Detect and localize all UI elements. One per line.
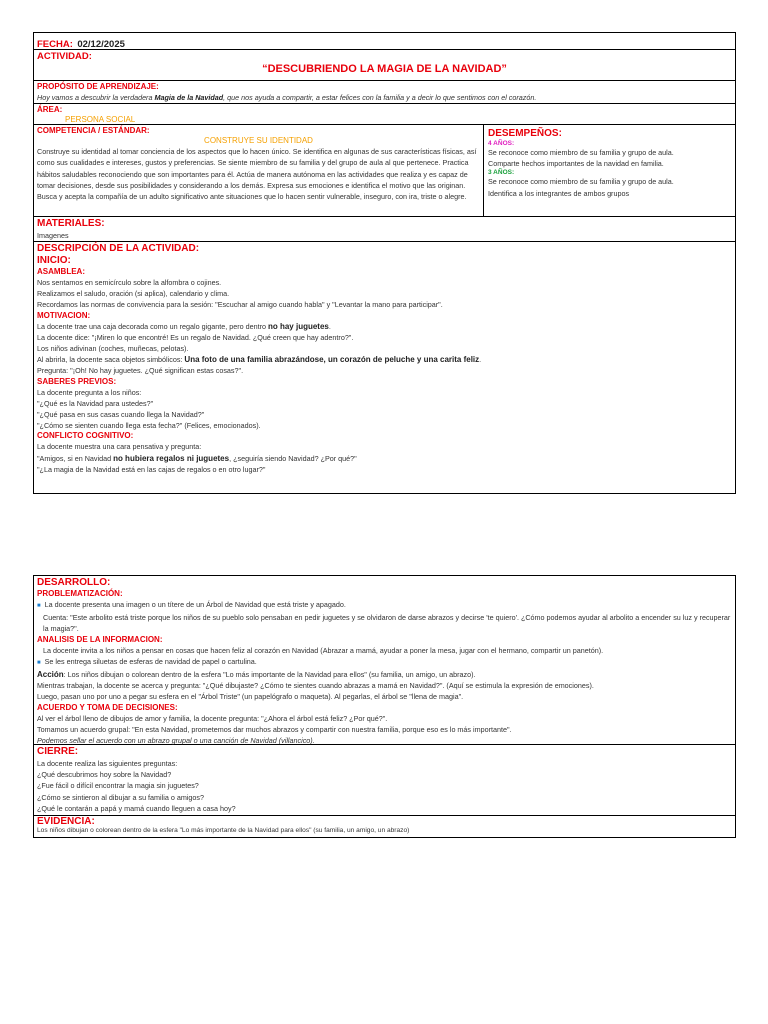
- asamblea-line: Realizamos el saludo, oración (si aplica), calendario y clima.: [37, 289, 230, 299]
- analisis-line: La docente invita a los niños a pensar en cosas que hacen feliz al corazón en Navidad (Abrazar a mamá, ayudar a poner la mesa, jugar con el hermano, compartir un panetón).: [43, 645, 604, 655]
- fecha-label: FECHA:: [37, 39, 73, 50]
- proposito-text: Hoy vamos a descubrir la verdadera Magia de la Navidad, que nos ayuda a compartir, a estar felices con la familia y a decir lo que sentimos con el corazón.: [37, 93, 537, 102]
- competencia-name: CONSTRUYE SU IDENTIDAD: [204, 136, 313, 145]
- asamblea-label: ASAMBLEA:: [37, 267, 85, 276]
- competencia-row: [34, 125, 735, 217]
- motivacion-line: Pregunta: "¡Oh! No hay juguetes. ¿Qué significan estas cosas?".: [37, 366, 244, 376]
- planning-table-bottom: [33, 575, 736, 838]
- analisis-line: Acción: Los niños dibujan o colorean dentro de la esfera "Lo más importante de la Navidad para ellos" (su familia, un amigo, un abrazo).: [37, 670, 476, 680]
- saberes-label: SABERES PREVIOS:: [37, 376, 117, 386]
- acuerdo-line: Podemos sellar el acuerdo con un abrazo grupal o una canción de Navidad (villancico).: [37, 736, 315, 746]
- cierre-line: ¿Qué descubrimos hoy sobre la Navidad?: [37, 770, 172, 780]
- proposito-row: [34, 81, 735, 104]
- competencia-cell: [34, 125, 484, 216]
- age-3-line-1: Se reconoce como miembro de su familia y grupo de aula.: [488, 177, 674, 187]
- proposito-label: PROPÓSITO DE APRENDIZAJE:: [37, 82, 159, 91]
- saberes-line: "¿Qué pasa en sus casas cuando llega la Navidad?": [37, 410, 205, 420]
- saberes-line: "¿Cómo se sienten cuando llega esta fecha?" (Felices, emocionados).: [37, 421, 261, 431]
- desempenos-cell: [484, 125, 735, 216]
- asamblea-line: Recordamos las normas de convivencia para la sesión: "Escuchar al amigo cuando habla" y "Levantar la mano para participar".: [37, 300, 443, 310]
- cierre-line: ¿Fue fácil o difícil encontrar la magia sin juguetes?: [37, 781, 199, 791]
- acuerdo-label: ACUERDO Y TOMA DE DECISIONES:: [37, 702, 178, 712]
- actividad-row: [34, 50, 735, 81]
- cierre-line: La docente realiza las siguientes preguntas:: [37, 759, 178, 768]
- asamblea-line: Nos sentamos en semicírculo sobre la alfombra o cojines.: [37, 278, 222, 287]
- cierre-line: ¿Cómo se sintieron al dibujar a su familia o amigos?: [37, 792, 204, 802]
- cierre-row: [34, 745, 735, 816]
- saberes-line: "¿Qué es la Navidad para ustedes?": [37, 398, 154, 408]
- problematizacion-line: Cuenta: "Este arbolito está triste porque los niños de su pueblo solo pensaban en pedir juguetes y se olvidaron de darse abrazos y decirse 'te quiero'. ¿Cómo podemos ayudar al arbolito a encender su luz y recuperar la magia?".: [43, 613, 731, 634]
- age-4-line-2: Comparte hechos importantes de la navidad en familia.: [488, 159, 664, 169]
- actividad-title: “DESCUBRIENDO LA MAGIA DE LA NAVIDAD”: [262, 63, 507, 75]
- analisis-label: ANALISIS DE LA INFORMACION:: [37, 634, 163, 644]
- area-label: ÁREA:: [37, 105, 63, 114]
- age-3-label: 3 AÑOS:: [488, 169, 515, 177]
- age-3-line-2: Identifica a los integrantes de ambos grupos: [488, 188, 630, 198]
- area-row: [34, 104, 735, 125]
- area-value: PERSONA SOCIAL: [65, 115, 136, 124]
- cierre-label: CIERRE:: [37, 746, 79, 757]
- conflicto-label: CONFLICTO COGNITIVO:: [37, 431, 134, 441]
- materiales-label: MATERIALES:: [37, 218, 105, 229]
- cierre-line: ¿Qué le contarán a papá y mamá cuando lleguen a casa hoy?: [37, 803, 236, 813]
- materiales-value: Imagenes: [37, 231, 69, 240]
- age-4-label: 4 AÑOS:: [488, 140, 515, 147]
- bullet-icon: ■: [37, 659, 41, 666]
- problematizacion-label: PROBLEMATIZACIÓN:: [37, 589, 123, 598]
- bullet-icon: ■: [37, 603, 41, 609]
- motivacion-line: La docente dice: "¡Miren lo que encontré! Es un regalo de Navidad. ¿Qué creen que hay adentro?".: [37, 332, 354, 342]
- saberes-line: La docente pregunta a los niños:: [37, 387, 142, 397]
- problematizacion-line: ■ La docente presenta una imagen o un títere de un Árbol de Navidad que está triste y apagado.: [37, 600, 346, 609]
- evidencia-label: EVIDENCIA:: [37, 816, 95, 827]
- desarrollo-label: DESARROLLO:: [37, 577, 111, 588]
- motivacion-label: MOTIVACION:: [37, 310, 91, 320]
- motivacion-line: Los niños adivinan (coches, muñecas, pelotas).: [37, 344, 189, 354]
- evidencia-line: Los niños dibujan o colorean dentro de la esfera "Lo más importante de la Navidad para ellos" (su familia, un amigo, un abrazo): [37, 827, 410, 834]
- planning-table-top: [33, 32, 736, 494]
- fecha-row: [34, 33, 735, 50]
- conflicto-line: La docente muestra una cara pensativa y pregunta:: [37, 442, 202, 452]
- competencia-label: COMPETENCIA / ESTÁNDAR:: [37, 126, 150, 135]
- competencia-text: Construye su identidad al tomar conciencia de los aspectos que lo hacen único. Se identifica en algunas de sus características físicas, así como sus cualidades e intereses, gustos y preferencias. Se siente miembro de su familia y del grupo de aula al que pertenece. Practica hábitos saludables reconociendo que son importantes para él. Actúa de manera autónoma en las actividades que realiza y es capaz de tomar decisiones, desde sus posibilidades y considerando a los demás. Expresa sus emociones e identifica el motivo que las originan. Busca y acepta la compañía de un adulto significativo ante situaciones que lo hacen sentir vulnerable, inseguro, con ira, triste o alegre.: [37, 147, 477, 202]
- desarrollo-row: [34, 576, 735, 745]
- age-4-line-1: Se reconoce como miembro de su familia y grupo de aula.: [488, 148, 674, 157]
- motivacion-line: Al abrirla, la docente saca objetos simbólicos: Una foto de una familia abrazándose, un corazón de peluche y una carita feliz.: [37, 355, 482, 365]
- conflicto-line: "Amigos, si en Navidad no hubiera regalos ni juguetes, ¿seguiría siendo Navidad? ¿Por qué?": [37, 453, 357, 463]
- conflicto-line: "¿La magia de la Navidad está en las cajas de regalos o en otro lugar?": [37, 464, 266, 474]
- acuerdo-line: Al ver el árbol lleno de dibujos de amor y familia, la docente pregunta: "¿Ahora el árbol está feliz? ¿Por qué?".: [37, 713, 388, 723]
- inicio-label: INICIO:: [37, 255, 71, 266]
- desempenos-label: DESEMPEÑOS:: [488, 128, 562, 139]
- evidencia-row: [34, 816, 735, 837]
- analisis-line: Mientras trabajan, la docente se acerca y pregunta: "¿Qué dibujaste? ¿Cómo te sientes cuando abrazas a mamá en Navidad?". (Aquí se estimula la expresión de emociones).: [37, 681, 594, 691]
- analisis-line: ■ Se les entrega siluetas de esferas de navidad de papel o cartulina.: [37, 656, 257, 666]
- descripcion-label: DESCRIPCIÓN DE LA ACTIVIDAD:: [37, 243, 200, 254]
- actividad-label: ACTIVIDAD:: [37, 51, 92, 62]
- materiales-row: [34, 217, 735, 242]
- acuerdo-line: Tomamos un acuerdo grupal: "En esta Navidad, prometemos dar muchos abrazos y compartir con nuestra familia, porque eso es lo más importante".: [37, 724, 512, 734]
- fecha-value: 02/12/2025: [77, 39, 125, 50]
- motivacion-line: La docente trae una caja decorada como un regalo gigante, pero dentro no hay juguetes.: [37, 321, 331, 331]
- analisis-line: Luego, pasan uno por uno a pegar su esfera en el "Árbol Triste" (un papelógrafo o maqueta). Al pegarlas, el árbol se "llena de magia".: [37, 692, 464, 702]
- descripcion-row: [34, 242, 735, 493]
